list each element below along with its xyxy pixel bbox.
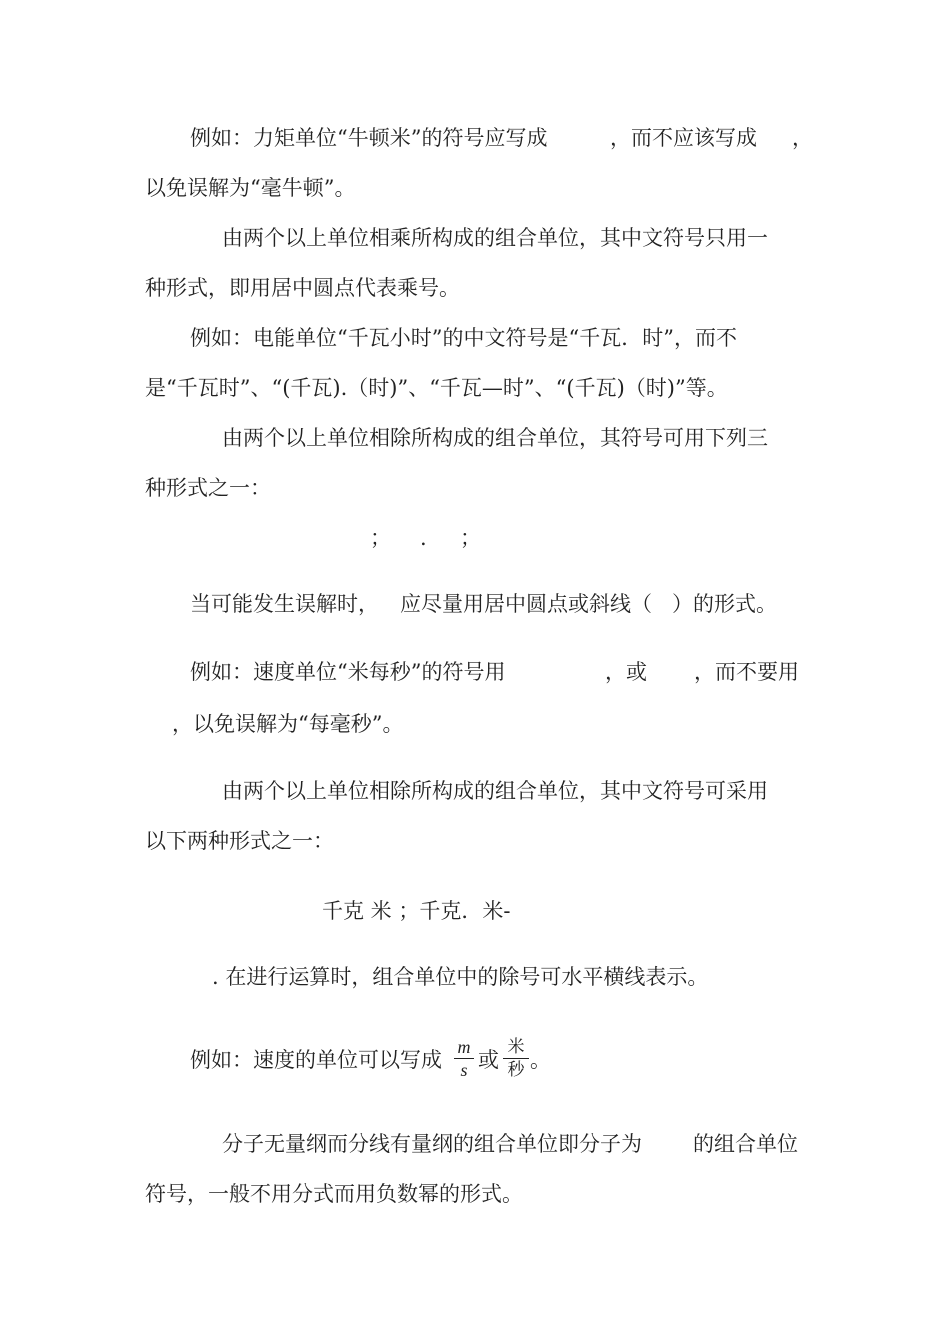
text-line: 分子无量纲而分线有量纲的组合单位即分子为 — [222, 1132, 642, 1156]
text-line: 的组合单位 — [693, 1132, 798, 1156]
separator-text: . — [420, 526, 427, 550]
text-line: 千克 米 ；千克．米- — [322, 899, 511, 923]
text-line: 种形式，即用居中圆点代表乘号。 — [145, 276, 460, 300]
text-line: ）的形式。 — [672, 592, 777, 616]
text-line: 由两个以上单位相乘所构成的组合单位，其中文符号只用一 — [222, 226, 768, 250]
fraction-denominator: 秒 — [507, 1060, 525, 1080]
fraction-m-over-s — [454, 1037, 474, 1080]
fraction-numerator: 米 — [507, 1037, 525, 1057]
text-line: 由两个以上单位相除所构成的组合单位，其符号可用下列三 — [222, 426, 768, 450]
text-line: ，或 — [605, 660, 647, 684]
text-line: 例如：电能单位“千瓦小时”的中文符号是“千瓦．时”，而不 — [190, 326, 737, 350]
text-line: 例如：速度的单位可以写成 — [190, 1048, 442, 1072]
text-line: ，而不应该写成 — [610, 126, 757, 150]
text-line: 是“千瓦时”、“(千瓦).（时)”、“千瓦—时”、“(千瓦)（时)”等。 — [145, 376, 728, 400]
text-line: 。 — [530, 1048, 551, 1072]
fraction-bar — [454, 1058, 474, 1059]
text-line: 例如：力矩单位“牛顿米”的符号应写成 — [190, 126, 548, 150]
text-line: ，而不要用 — [694, 660, 799, 684]
text-line: 以下两种形式之一： — [145, 829, 334, 853]
text-line: 或 — [478, 1048, 499, 1072]
text-line: ， — [792, 126, 813, 150]
text-line: 应尽量用居中圆点或斜线（ — [400, 592, 652, 616]
text-line: ，以免误解为“每毫秒”。 — [172, 712, 404, 736]
text-line: 由两个以上单位相除所构成的组合单位，其中文符号可采用 — [222, 779, 768, 803]
fraction-denominator: s — [460, 1060, 468, 1080]
fraction-mi-over-miao — [503, 1037, 529, 1080]
text-line: 当可能发生误解时， — [190, 592, 379, 616]
fraction-numerator: m — [457, 1037, 471, 1057]
fraction-bar — [503, 1058, 529, 1059]
text-line: 以免误解为“毫牛顿”。 — [145, 176, 356, 200]
separator-text: ； — [460, 526, 481, 550]
text-line: 符号，一般不用分式而用负数幂的形式。 — [145, 1182, 523, 1206]
text-line: . 在进行运算时，组合单位中的除号可水平横线表示。 — [212, 965, 709, 989]
text-line: 例如：速度单位“米每秒”的符号用 — [190, 660, 506, 684]
separator-text: ； — [370, 526, 391, 550]
text-line: 种形式之一： — [145, 476, 271, 500]
